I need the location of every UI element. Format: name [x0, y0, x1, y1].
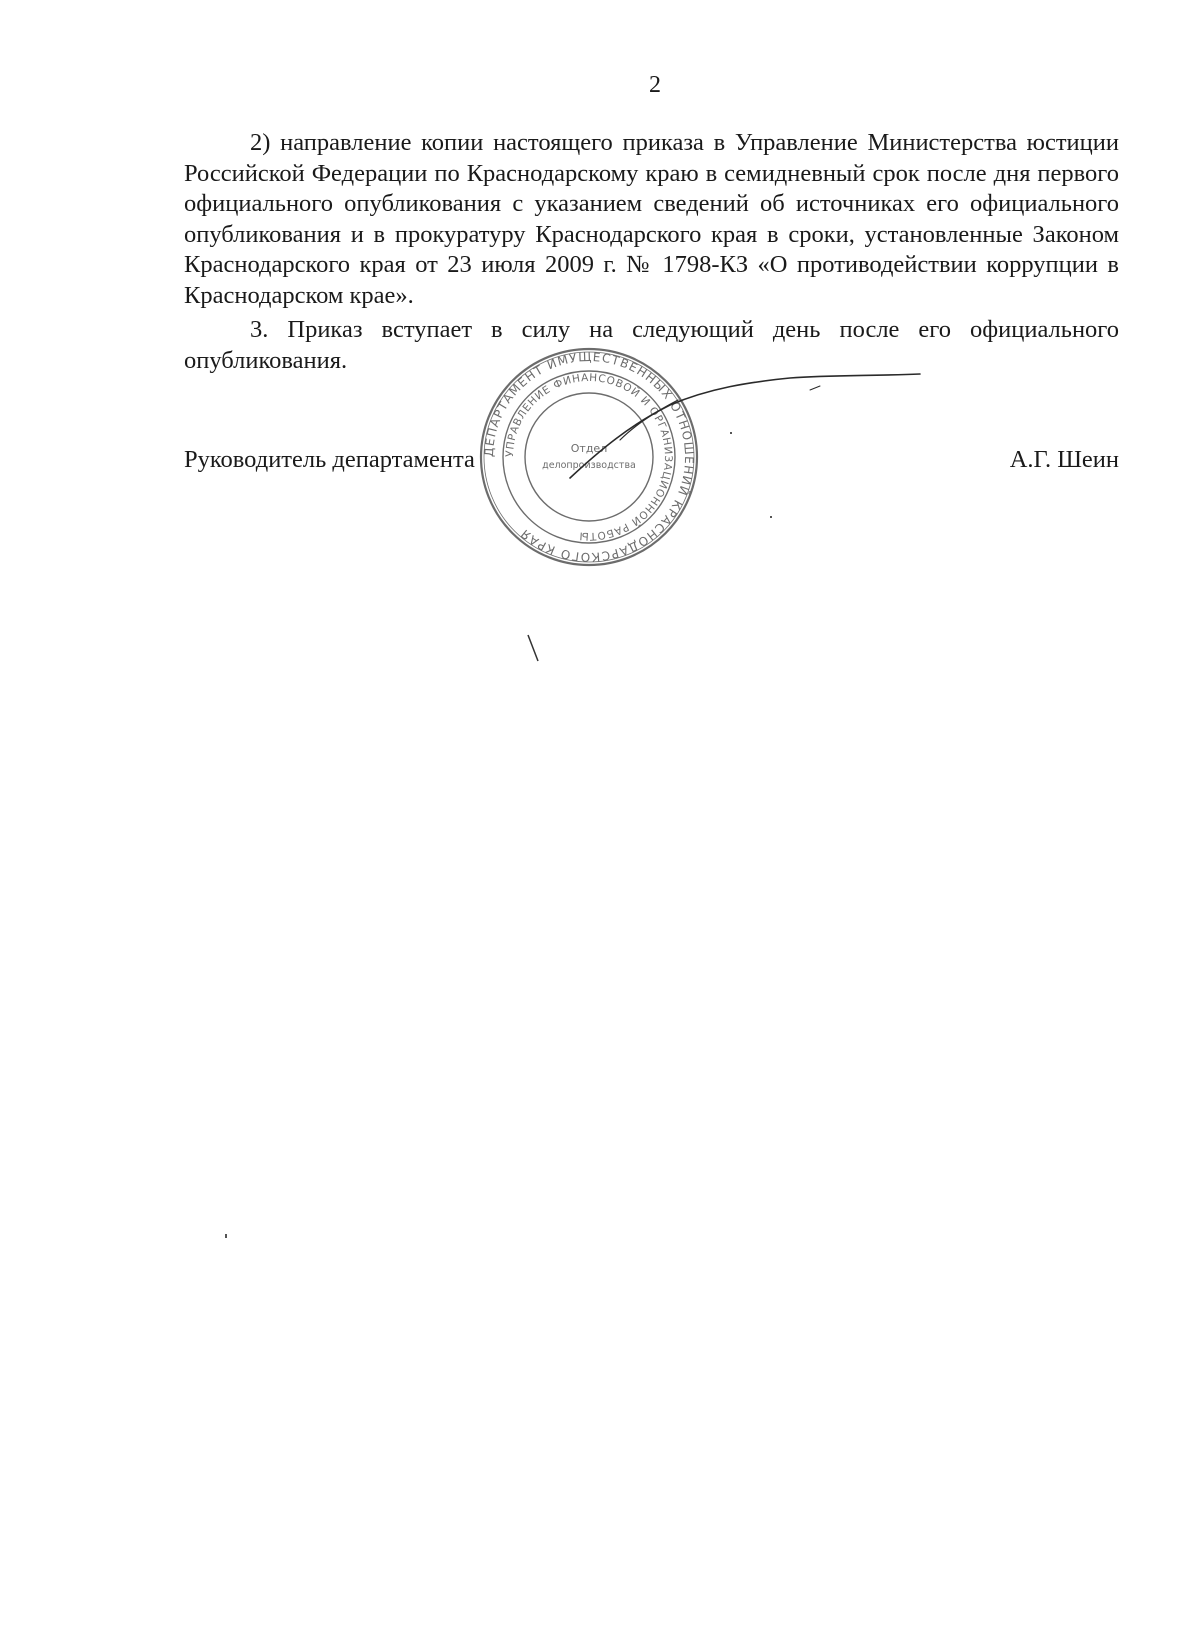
seal-inner-text: УПРАВЛЕНИЕ ФИНАНСОВОЙ И ОРГАНИЗАЦИОННОЙ РАБОТЫ	[503, 371, 675, 543]
signatory-position: Руководитель департамента	[184, 446, 475, 473]
seal-outer-text: ДЕПАРТАМЕНТ ИМУЩЕСТВЕННЫХ ОТНОШЕНИЙ КРАСНОДАРСКОГО КРАЯ	[481, 349, 697, 565]
scan-dot	[770, 516, 772, 518]
document-body	[184, 128, 1119, 376]
paragraph-item-3: 3. Приказ вступает в силу на следующий день после его официального опубликования.	[184, 316, 1119, 374]
signatory-name: А.Г. Шеин	[1009, 446, 1119, 473]
scan-dot	[225, 1234, 227, 1238]
seal-center-line-1: Отдел	[570, 442, 608, 455]
handwritten-signature	[560, 370, 930, 490]
scan-mark	[526, 633, 540, 663]
seal-center-line-2: делопроизводства	[542, 460, 636, 471]
page-number: 2	[649, 72, 661, 98]
scan-dot	[730, 432, 732, 434]
paragraph-item-2: 2) направление копии настоящего приказа в Управление Министерства юстиции Российской Федерации по Краснодарскому краю в семидневный срок после дня первого официального опубликования с указанием сведений об источниках его официального опубликования и в прокуратуру Краснодарского края в сроки, установленные Законом Краснодарского края от 23 июля 2009 г. № 1798-КЗ «О противодействии коррупции в Краснодарском крае».	[184, 129, 1119, 309]
